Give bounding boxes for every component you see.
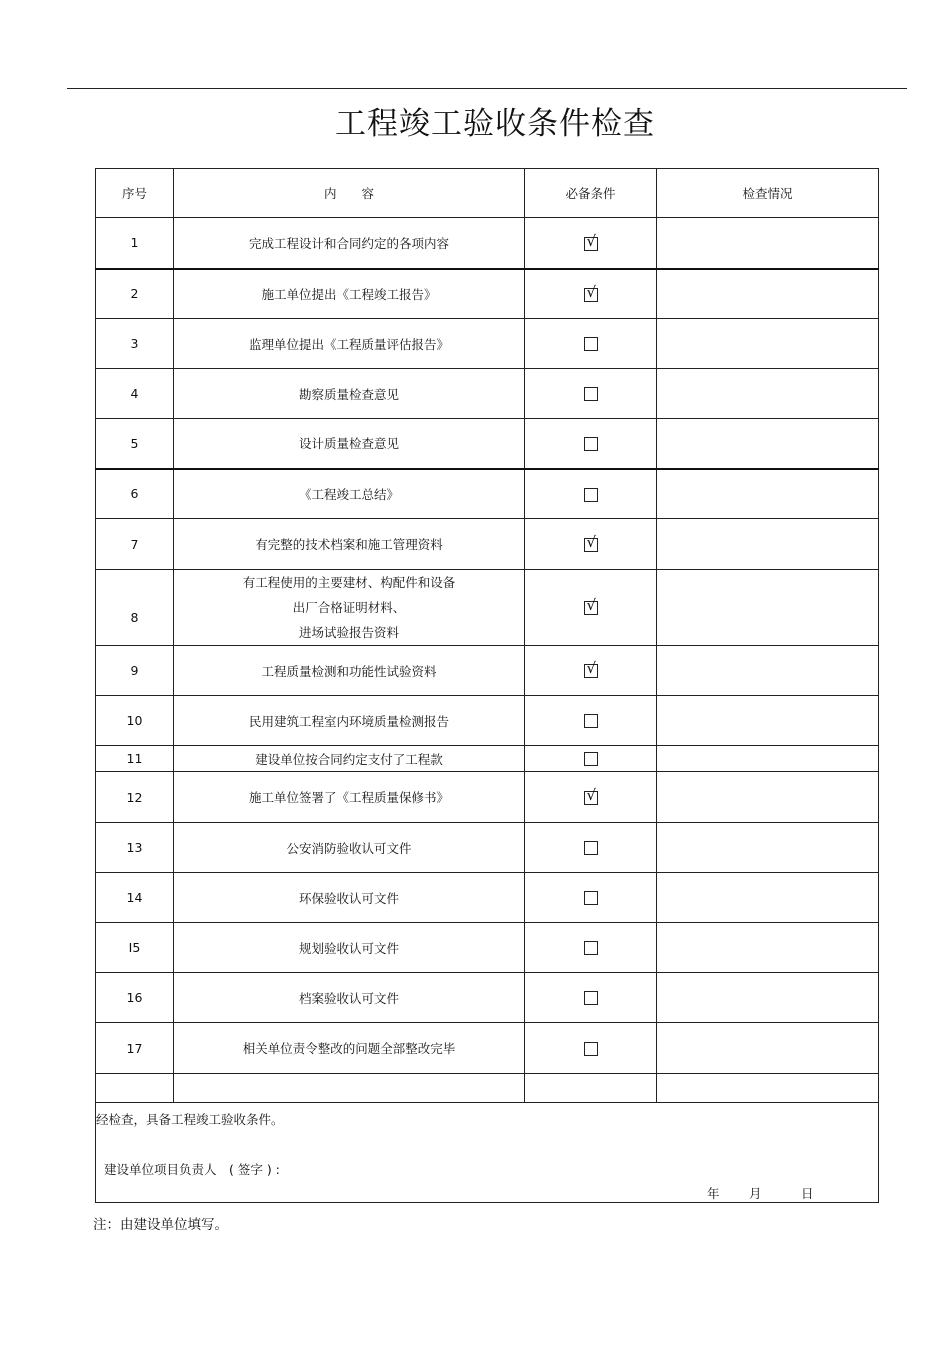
- table-row: [96, 419, 879, 469]
- table-row: [96, 772, 879, 823]
- row-content: [174, 772, 525, 823]
- status-cell[interactable]: [657, 772, 879, 823]
- status-cell[interactable]: [657, 419, 879, 469]
- content-line: 相关单位责令整改的问题全部整改完毕: [242, 1041, 456, 1056]
- table-row: [96, 319, 879, 369]
- content-line: 环保验收认可文件: [298, 890, 399, 906]
- content-line: 档案验收认可文件: [298, 990, 399, 1006]
- content-line: 有完整的技术档案和施工管理资料: [255, 537, 443, 552]
- row-content: [174, 469, 525, 519]
- row-content: [174, 519, 525, 570]
- table-row: [96, 823, 879, 873]
- row-number: 9: [96, 646, 174, 696]
- row-number: 12: [96, 772, 174, 823]
- table-row: [96, 646, 879, 696]
- checkbox[interactable]: [584, 991, 598, 1005]
- table-row: [96, 696, 879, 746]
- required-cell: [525, 973, 657, 1023]
- content-line: 规划验收认可文件: [298, 940, 399, 956]
- checkbox[interactable]: [584, 752, 598, 766]
- empty-cell: [525, 1074, 657, 1103]
- status-cell[interactable]: [657, 570, 879, 646]
- table-row: [96, 1023, 879, 1074]
- row-number: 13: [96, 823, 174, 873]
- status-cell[interactable]: [657, 973, 879, 1023]
- row-number: 14: [96, 873, 174, 923]
- content-line: 工程质量检测和功能性试验资料: [261, 663, 437, 679]
- row-content: [174, 570, 525, 646]
- row-number: 4: [96, 369, 174, 419]
- check-mark-icon: √: [586, 532, 597, 551]
- row-number: 1: [96, 218, 174, 269]
- required-cell: [525, 419, 657, 469]
- empty-cell: [174, 1074, 525, 1103]
- checkbox[interactable]: [584, 337, 598, 351]
- status-cell[interactable]: [657, 746, 879, 772]
- table-row: [96, 570, 879, 646]
- content-line: 施工单位提出《工程竣工报告》: [261, 286, 437, 302]
- checkbox[interactable]: [584, 387, 598, 401]
- status-cell[interactable]: [657, 519, 879, 570]
- content-line: 完成工程设计和合同约定的各项内容: [248, 235, 449, 251]
- required-cell: [525, 923, 657, 973]
- day-label: 日: [801, 1186, 814, 1201]
- check-mark-icon: √: [586, 785, 597, 804]
- required-cell: [525, 319, 657, 369]
- content-line: 出厂合格证明材料、: [292, 600, 406, 615]
- row-content: [174, 923, 525, 973]
- checkbox[interactable]: [584, 488, 598, 502]
- date-line: [707, 1184, 814, 1202]
- table-row: [96, 369, 879, 419]
- status-cell[interactable]: [657, 218, 879, 269]
- row-number: 16: [96, 973, 174, 1023]
- empty-row: [96, 1074, 879, 1103]
- row-content: [174, 646, 525, 696]
- row-number: 6: [96, 469, 174, 519]
- month-label: 月: [749, 1186, 762, 1201]
- content-line: 勘察质量检查意见: [298, 386, 399, 402]
- conclusion-text: 经检查，具备工程竣工验收条件。: [96, 1112, 284, 1127]
- status-cell[interactable]: [657, 696, 879, 746]
- row-content: [174, 973, 525, 1023]
- row-number: 3: [96, 319, 174, 369]
- content-line: 施工单位签署了《工程质量保修书》: [248, 790, 449, 805]
- required-cell: [525, 1023, 657, 1074]
- row-content: [174, 419, 525, 469]
- content-line: 进场试验报告资料: [298, 625, 399, 640]
- summary-cell: [96, 1103, 879, 1203]
- row-number: 5: [96, 419, 174, 469]
- table-row: [96, 746, 879, 772]
- required-cell: [525, 823, 657, 873]
- checkbox[interactable]: [584, 714, 598, 728]
- header-row: [96, 169, 879, 218]
- content-line: 公安消防验收认可文件: [286, 840, 412, 856]
- required-cell: [525, 746, 657, 772]
- row-content: [174, 269, 525, 319]
- required-cell: [525, 369, 657, 419]
- summary-row: [96, 1103, 879, 1203]
- check-mark-icon: √: [586, 596, 597, 615]
- required-cell: [525, 218, 657, 269]
- row-number: I5: [96, 923, 174, 973]
- row-content: [174, 873, 525, 923]
- footnote: 注：由建设单位填写。: [93, 1217, 228, 1233]
- check-mark-icon: √: [586, 659, 597, 678]
- status-cell[interactable]: [657, 269, 879, 319]
- content-line: 《工程竣工总结》: [298, 486, 399, 502]
- row-number: 8: [96, 570, 174, 646]
- required-cell: [525, 873, 657, 923]
- content-line: 设计质量检查意见: [298, 436, 399, 452]
- table-row: [96, 873, 879, 923]
- checkbox[interactable]: [584, 891, 598, 905]
- row-content: [174, 218, 525, 269]
- checked-checkbox[interactable]: [584, 231, 598, 251]
- checked-checkbox[interactable]: [584, 785, 598, 805]
- required-cell: [525, 469, 657, 519]
- row-number: 7: [96, 519, 174, 570]
- content-line: 建设单位按合同约定支付了工程款: [255, 751, 443, 767]
- content-line: 监理单位提出《工程质量评估报告》: [248, 336, 449, 352]
- row-number: 11: [96, 746, 174, 772]
- table-row: [96, 519, 879, 570]
- status-cell[interactable]: [657, 469, 879, 519]
- header-required: 必备条件: [525, 169, 657, 218]
- row-content: [174, 823, 525, 873]
- header-content: 内 容: [174, 169, 525, 218]
- checkbox[interactable]: [584, 941, 598, 955]
- table-row: [96, 973, 879, 1023]
- status-cell[interactable]: [657, 923, 879, 973]
- status-cell[interactable]: [657, 1023, 879, 1074]
- required-cell: [525, 519, 657, 570]
- row-number: 17: [96, 1023, 174, 1074]
- checked-checkbox[interactable]: [584, 659, 598, 678]
- checkbox[interactable]: [584, 841, 598, 855]
- required-cell: [525, 269, 657, 319]
- status-cell[interactable]: [657, 369, 879, 419]
- checkbox[interactable]: [584, 437, 598, 451]
- table-row: [96, 923, 879, 973]
- row-content: [174, 319, 525, 369]
- table-row: [96, 269, 879, 319]
- header-no: 序号: [96, 169, 174, 218]
- status-cell[interactable]: [657, 823, 879, 873]
- required-cell: [525, 772, 657, 823]
- row-content: [174, 1023, 525, 1074]
- empty-cell: [657, 1074, 879, 1103]
- required-cell: [525, 646, 657, 696]
- status-cell[interactable]: [657, 319, 879, 369]
- checked-checkbox[interactable]: [584, 282, 598, 302]
- checked-checkbox[interactable]: [584, 532, 598, 552]
- year-label: 年: [707, 1186, 720, 1201]
- content-line: 民用建筑工程室内环境质量检测报告: [248, 713, 449, 729]
- check-mark-icon: √: [586, 231, 597, 250]
- table-row: [96, 218, 879, 269]
- row-content: [174, 696, 525, 746]
- check-mark-icon: √: [586, 282, 597, 301]
- row-number: 2: [96, 269, 174, 319]
- signer-label: 建设单位项目负责人 ( 签字 ) :: [104, 1162, 280, 1177]
- page-title: 工程竣工验收条件检查: [335, 106, 655, 142]
- required-cell: [525, 696, 657, 746]
- status-cell[interactable]: [657, 873, 879, 923]
- table-row: [96, 469, 879, 519]
- checked-checkbox[interactable]: [584, 596, 598, 615]
- content-line: 有工程使用的主要建材、构配件和设备: [242, 575, 456, 590]
- row-number: 10: [96, 696, 174, 746]
- top-rule: [67, 88, 907, 89]
- required-cell: [525, 570, 657, 646]
- header-status: 检查情况: [657, 169, 879, 218]
- row-content: [174, 746, 525, 772]
- status-cell[interactable]: [657, 646, 879, 696]
- inspection-table: [95, 168, 879, 1203]
- checkbox[interactable]: [584, 1042, 598, 1056]
- row-content: [174, 369, 525, 419]
- empty-cell: [96, 1074, 174, 1103]
